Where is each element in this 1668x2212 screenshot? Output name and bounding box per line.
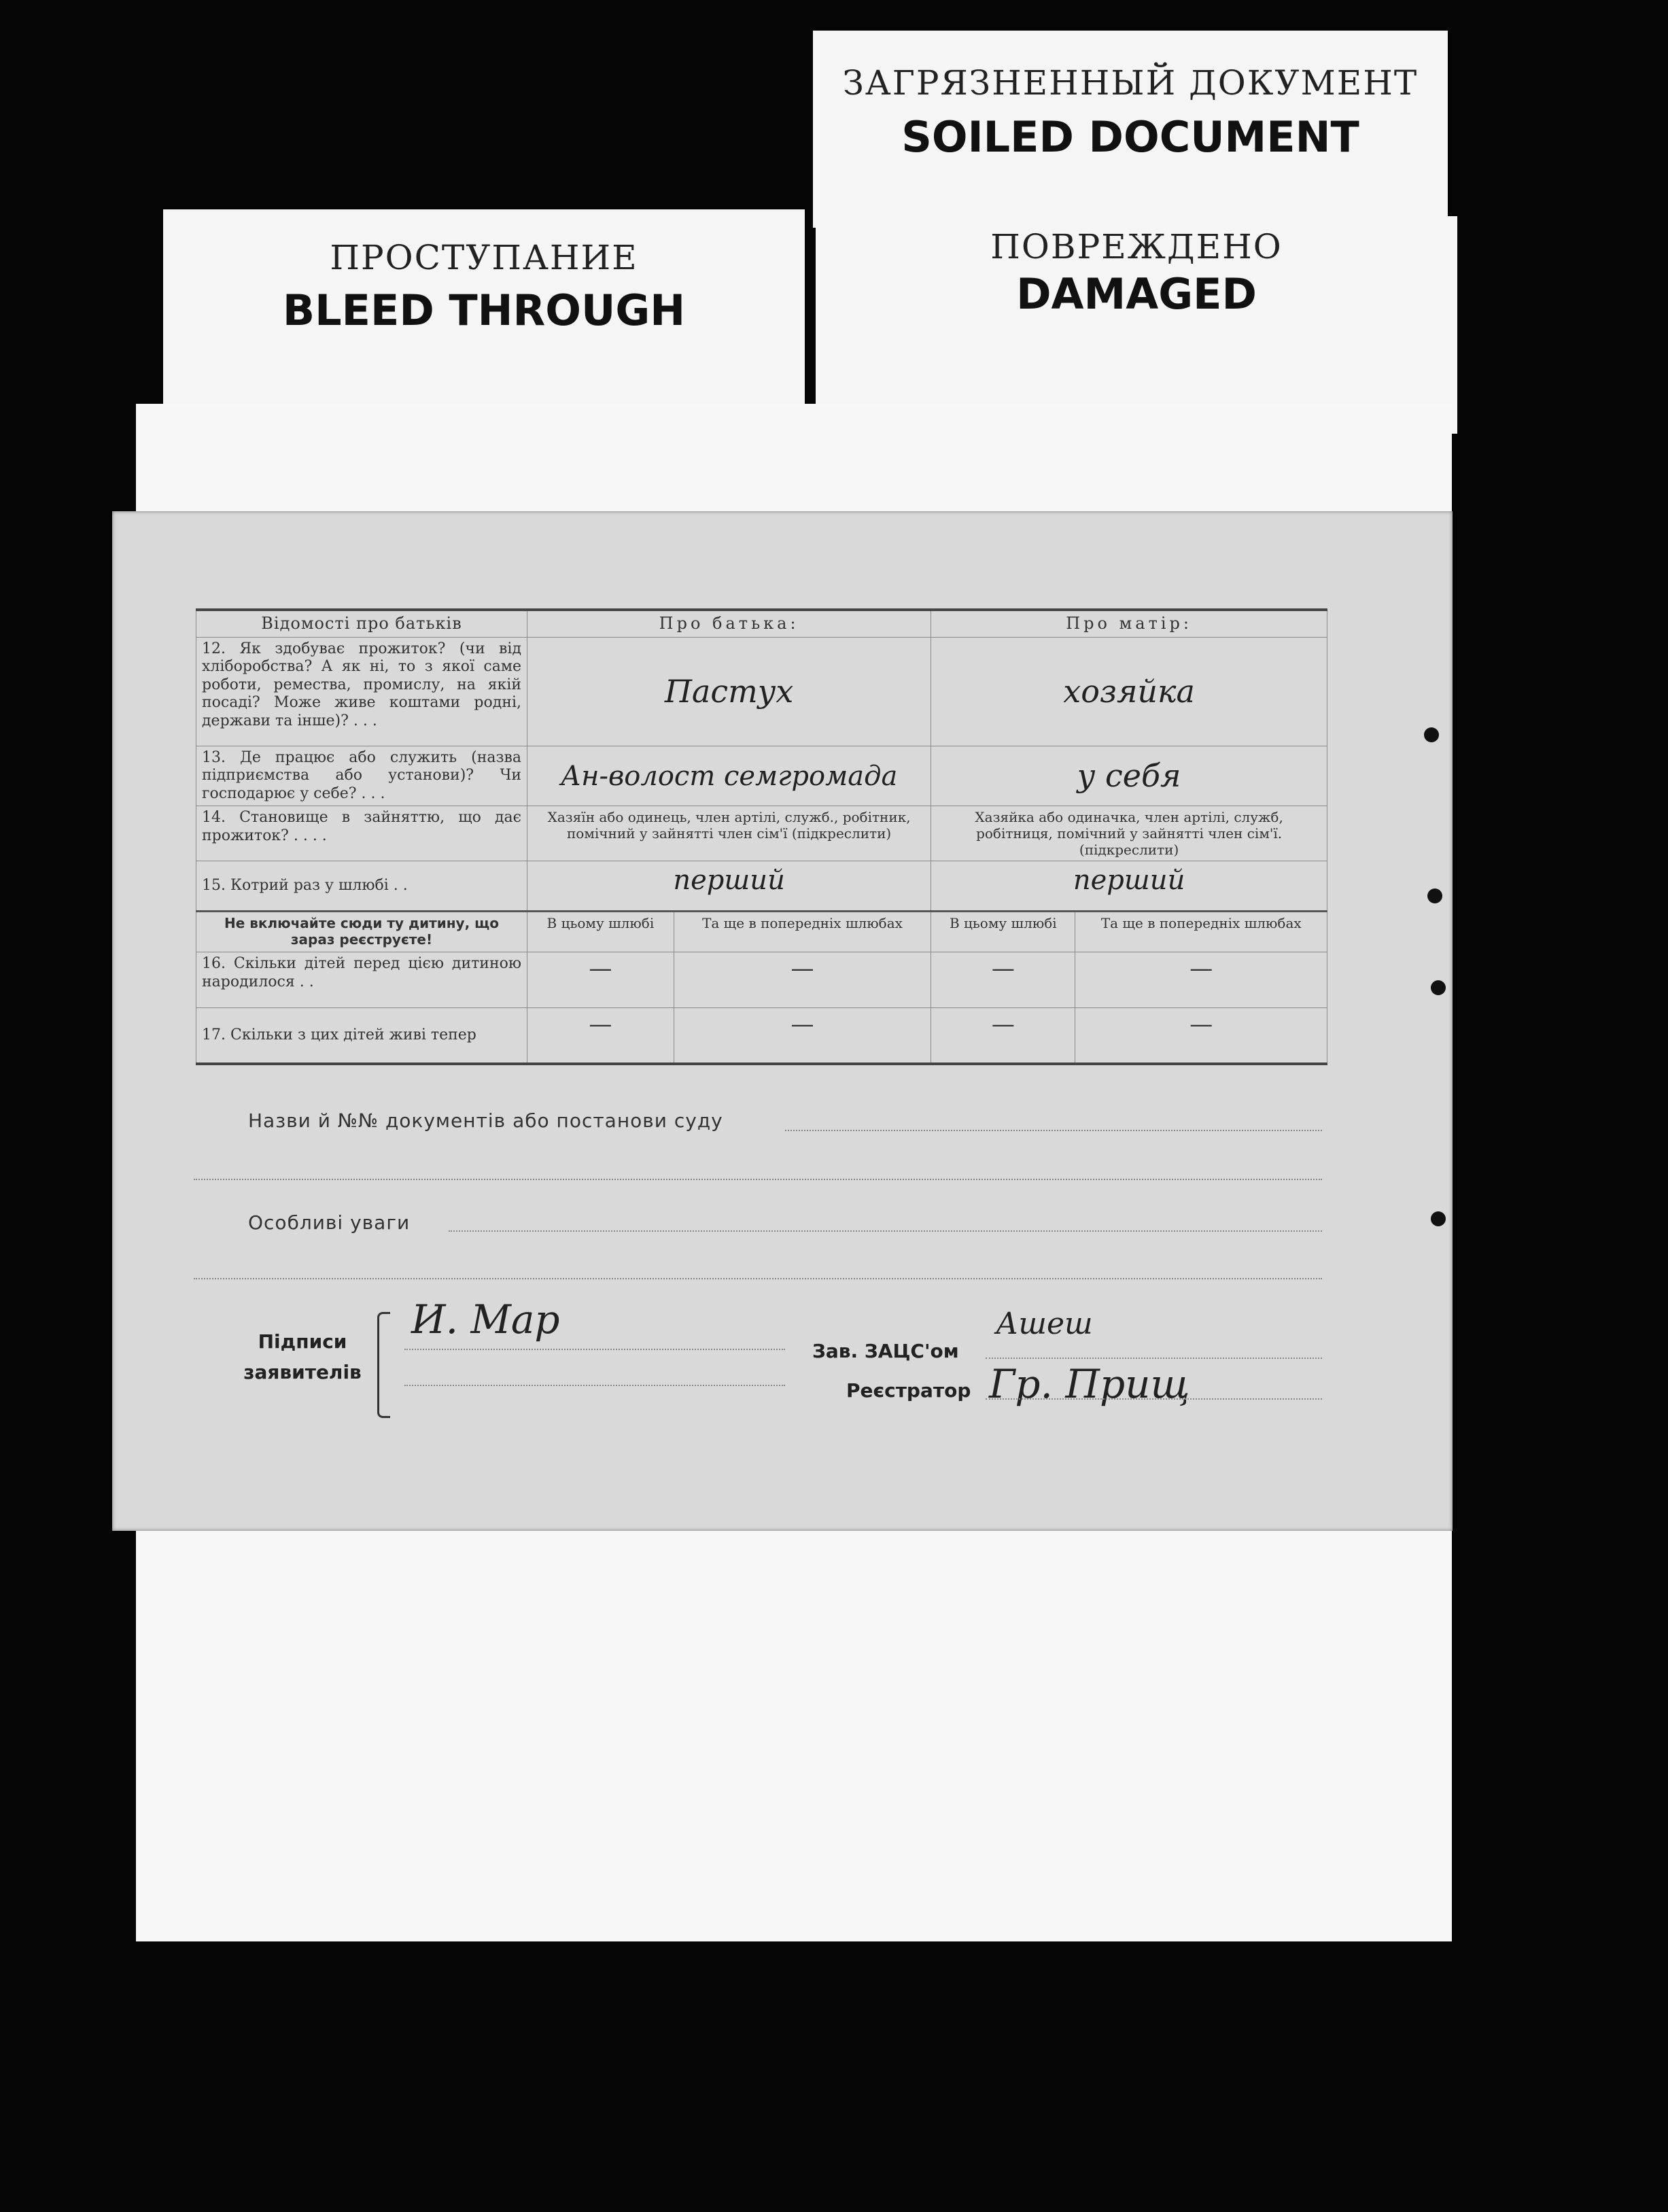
cell: — <box>931 1008 1075 1064</box>
bleed-ru: ПРОСТУПАНИЕ <box>330 238 638 277</box>
father-livelihood: Пастух <box>527 638 931 746</box>
signature-bracket <box>377 1312 390 1418</box>
question-16: 16. Скільки дітей перед цією дитиною народилося . . <box>196 952 527 1008</box>
children-note: Не включайте сюди ту дитину, що зараз реєструєте! <box>196 912 527 952</box>
remarks-line <box>449 1230 1322 1232</box>
question-17: 17. Скільки з цих дітей живі тепер <box>196 1008 527 1064</box>
applicant-line-2 <box>404 1385 785 1386</box>
signatures-label <box>234 1327 370 1388</box>
mother-this-marriage: В цьому шлюбі <box>931 912 1075 952</box>
soiled-en: SOILED DOCUMENT <box>901 112 1359 162</box>
head-label: Зав. ЗАЦС'ом <box>812 1340 959 1362</box>
cell: — <box>931 952 1075 1008</box>
documents-line <box>785 1130 1322 1131</box>
damaged-ru: ПОВРЕЖДЕНО <box>990 227 1283 266</box>
question-13: 13. Де працює або служить (назва підприємства або установи)? Чи господарює у себе? . . . <box>196 746 527 806</box>
header-info: Відомості про батьків <box>196 610 527 638</box>
header-father: Про батька: <box>527 610 931 638</box>
mother-livelihood: хозяйка <box>931 638 1327 746</box>
father-this-marriage: В цьому шлюбі <box>527 912 674 952</box>
table-row <box>196 746 1327 806</box>
registrar-line <box>986 1398 1322 1400</box>
damaged-en: DAMAGED <box>1016 269 1257 319</box>
registrar-label: Реєстратор <box>846 1379 971 1402</box>
soiled-ru: ЗАГРЯЗНЕННЫЙ ДОКУМЕНТ <box>842 63 1419 103</box>
signatures-label-1: Підписи <box>258 1330 347 1353</box>
table-row <box>196 952 1327 1008</box>
punch-hole <box>1427 888 1442 903</box>
table-row <box>196 806 1327 861</box>
father-marriage-count: перший <box>527 861 931 912</box>
question-14: 14. Становище в зайняттю, що дає прожиток? . . . . <box>196 806 527 861</box>
father-workplace: Ан-волост семгромада <box>527 746 931 806</box>
applicant-line-1 <box>404 1349 785 1350</box>
bleed-through-tag <box>163 209 805 434</box>
table-row <box>196 861 1327 912</box>
remarks-line-2 <box>194 1278 1322 1279</box>
header-mother: Про матір: <box>931 610 1327 638</box>
cell: — <box>527 1008 674 1064</box>
mother-status: Хазяйка або одиначка, член артілі, служб, робітниця, помічний у зайнятті член сім'ї. (підкреслити) <box>931 806 1327 861</box>
table-row <box>196 638 1327 746</box>
father-prev-marriage: Та ще в попередніх шлюбах <box>674 912 931 952</box>
table-header-row <box>196 610 1327 638</box>
cell: — <box>674 1008 931 1064</box>
question-15: 15. Котрий раз у шлюбі . . <box>196 861 527 912</box>
form-card <box>112 511 1453 1531</box>
punch-hole <box>1424 727 1439 742</box>
damaged-tag <box>816 216 1457 434</box>
bleed-en: BLEED THROUGH <box>282 286 686 335</box>
head-line <box>986 1358 1322 1359</box>
cell: — <box>1075 1008 1327 1064</box>
children-header-row <box>196 912 1327 952</box>
parents-table <box>196 608 1327 1065</box>
mother-prev-marriage: Та ще в попередніх шлюбах <box>1075 912 1327 952</box>
mother-marriage-count: перший <box>931 861 1327 912</box>
table-row <box>196 1008 1327 1064</box>
documents-label: Назви й №№ документів або постанови суду <box>248 1109 723 1132</box>
cell: — <box>674 952 931 1008</box>
applicant-signature: И. Мар <box>411 1296 560 1343</box>
head-signature: Ашеш <box>996 1307 1093 1341</box>
mother-workplace: у себя <box>931 746 1327 806</box>
soiled-document-tag <box>813 31 1448 228</box>
documents-line-2 <box>194 1179 1322 1180</box>
signatures-label-2: заявителів <box>243 1360 362 1383</box>
registrar-signature: Гр. Прищ <box>989 1361 1190 1407</box>
punch-hole <box>1431 980 1446 995</box>
punch-hole <box>1431 1211 1446 1226</box>
father-status: Хазяїн або одинець, член артілі, служб., робітник, помічний у зайнятті член сім'ї (підкреслити) <box>527 806 931 861</box>
cell: — <box>1075 952 1327 1008</box>
question-12: 12. Як здобуває прожиток? (чи від хліборобства? А як ні, то з якої саме роботи, ремества, промислу, на якій посаді? Може живе коштами родні, держави та інше)? . . . <box>196 638 527 746</box>
cell: — <box>527 952 674 1008</box>
remarks-label: Особливі уваги <box>248 1211 411 1234</box>
